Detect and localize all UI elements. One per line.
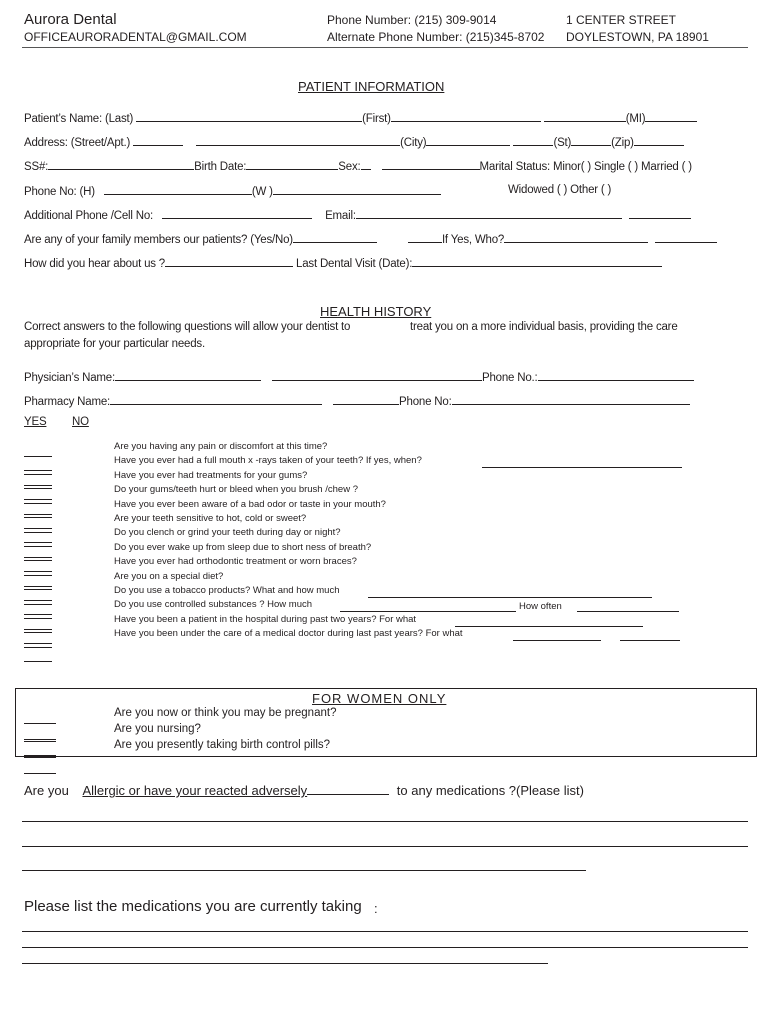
widowed-other-options[interactable]: Widowed ( ) Other ( ): [508, 184, 612, 196]
allergy-suffix: to any medications ?(Please list): [396, 783, 584, 798]
physician-field-2[interactable]: [272, 370, 482, 381]
state-label: (St): [553, 137, 572, 149]
practice-email: OFFICEAURORADENTAL@GMAIL.COM: [24, 30, 247, 44]
sex-field-2[interactable]: [382, 159, 480, 170]
yes-blank[interactable]: [24, 747, 56, 756]
marital-label[interactable]: Marital Status: Minor( ) Single ( ) Married ( ): [479, 161, 692, 173]
medications-line-1[interactable]: [22, 930, 748, 932]
pharmacy-phone-label: Phone No:: [399, 396, 452, 408]
health-question: Are your teeth sensitive to hot, cold or sweet?: [114, 513, 307, 524]
pharmacy-phone-field[interactable]: [452, 394, 690, 405]
phone-w-label: (W ): [251, 186, 273, 198]
street-field[interactable]: [133, 135, 183, 146]
birthdate-label: Birth Date:: [194, 161, 247, 173]
address-row: [24, 135, 684, 149]
if-yes-field[interactable]: [504, 232, 648, 243]
medications-colon: :: [374, 901, 378, 916]
additional-phone-row: [24, 208, 691, 222]
health-intro-2: appropriate for your particular needs.: [24, 338, 205, 350]
health-question: Are you on a special diet?: [114, 570, 224, 582]
physician-phone-label: Phone No.:: [481, 372, 538, 384]
yes-blank[interactable]: [24, 491, 52, 500]
xray-when-field[interactable]: [482, 466, 682, 468]
hear-field[interactable]: [165, 256, 293, 267]
yes-blank[interactable]: [24, 563, 52, 572]
allergy-gap-line: [307, 783, 389, 795]
health-question: Are you having any pain or discomfort at this time?: [114, 441, 328, 452]
if-yes-label: If Yes, Who?: [441, 234, 505, 246]
physician-row: [24, 370, 694, 384]
patient-info-title: PATIENT INFORMATION: [298, 79, 445, 94]
hear-row: [24, 256, 662, 270]
yes-blank[interactable]: [24, 462, 52, 471]
health-question: Have you been a patient in the hospital during past two years? For what: [114, 613, 417, 625]
no-blank[interactable]: [24, 765, 56, 774]
health-intro-1b: treat you on a more individual basis, providing the care: [410, 321, 678, 333]
health-question: Have you ever had a full mouth x -rays taken of your teeth? If yes, when?: [114, 455, 422, 467]
doctor-care-field[interactable]: [513, 639, 601, 641]
practice-address-line1: 1 CENTER STREET: [566, 13, 677, 27]
mi-field[interactable]: [645, 111, 697, 122]
yes-header: YES: [24, 416, 47, 428]
women-question: Are you nursing?: [114, 723, 201, 735]
phone-row: [24, 184, 441, 198]
yes-blank[interactable]: [24, 606, 52, 615]
no-header: NO: [72, 416, 89, 428]
health-question: Do you use controlled substances ? How much: [114, 599, 313, 611]
ss-row: [24, 159, 692, 173]
zip-label: (Zip): [611, 137, 634, 149]
zip-field[interactable]: [634, 135, 684, 146]
health-question: Do you ever wake up from sleep due to short ness of breath?: [114, 541, 372, 553]
medications-line-3[interactable]: [22, 962, 548, 964]
last-name-field[interactable]: [136, 111, 362, 122]
first-name-field-2[interactable]: [544, 111, 626, 122]
health-question: Have you ever had treatments for your gums?: [114, 469, 308, 481]
medications-line-2[interactable]: [22, 946, 748, 948]
physician-label: Physician’s Name:: [24, 372, 115, 384]
hear-label: How did you hear about us ?: [24, 258, 166, 270]
allergy-line-2[interactable]: [22, 845, 748, 847]
allergy-prefix: Are you: [24, 783, 69, 798]
health-question: Have you been under the care of a medical doctor during last past years? For what: [114, 628, 463, 640]
family-field[interactable]: [293, 232, 377, 243]
physician-field[interactable]: [115, 370, 261, 381]
yes-blank[interactable]: [24, 715, 56, 724]
pharmacy-field-2[interactable]: [333, 394, 399, 405]
yes-blank[interactable]: [24, 520, 52, 529]
name-label: Patient’s Name: (Last): [24, 113, 134, 125]
allergy-line-1[interactable]: [22, 820, 748, 822]
women-question: Are you presently taking birth control pills?: [114, 739, 331, 751]
no-blank[interactable]: [24, 653, 52, 662]
health-question: Do your gums/teeth hurt or bleed when you brush /chew ?: [114, 484, 358, 496]
allergy-line-3[interactable]: [22, 869, 586, 871]
how-often-label: How often: [519, 601, 562, 612]
health-question: Do you use a tobacco products? What and how much: [114, 585, 340, 596]
yes-blank[interactable]: [24, 578, 52, 587]
health-question: Have you ever been aware of a bad odor or taste in your mouth?: [114, 498, 386, 510]
yes-blank[interactable]: [24, 506, 52, 515]
family-field-2[interactable]: [408, 232, 442, 243]
if-yes-field-2[interactable]: [655, 232, 717, 243]
practice-address-line2: DOYLESTOWN, PA 18901: [566, 30, 709, 44]
family-label: Are any of your family members our patients? (Yes/No): [24, 234, 293, 246]
yes-blank[interactable]: [24, 592, 52, 601]
yes-no-blanks: [24, 743, 94, 779]
women-question: Are you now or think you may be pregnant?: [114, 707, 337, 719]
additional-phone-field[interactable]: [162, 208, 312, 219]
health-question: Do you clench or grind your teeth during day or night?: [114, 527, 341, 539]
last-visit-label: Last Dental Visit (Date):: [296, 258, 413, 270]
phone-work-field[interactable]: [273, 184, 441, 195]
birthdate-field[interactable]: [246, 159, 338, 170]
yes-blank[interactable]: [24, 534, 52, 543]
physician-phone-field[interactable]: [538, 370, 694, 381]
phone-h-label: Phone No: (H): [24, 186, 95, 198]
how-often-field[interactable]: [577, 610, 679, 612]
patient-name-row: [24, 111, 697, 125]
additional-phone-label: Additional Phone /Cell No:: [24, 210, 154, 222]
yes-blank[interactable]: [24, 621, 52, 630]
pharmacy-field[interactable]: [110, 394, 322, 405]
last-visit-field[interactable]: [412, 256, 662, 267]
yes-blank[interactable]: [24, 448, 52, 457]
doctor-care-field-2[interactable]: [620, 639, 680, 641]
practice-phone: Phone Number: (215) 309-9014: [327, 13, 497, 27]
tobacco-field[interactable]: [368, 596, 652, 598]
ss-label: SS#:: [24, 161, 49, 173]
mi-label: (MI): [625, 113, 646, 125]
email-field[interactable]: [356, 208, 622, 219]
health-intro-1: Correct answers to the following questions will allow your dentist to: [24, 321, 351, 333]
family-row: [24, 232, 717, 246]
city-label: (City): [400, 137, 427, 149]
yes-blank[interactable]: [24, 477, 52, 486]
address-label: Address: (Street/Apt.): [24, 137, 131, 149]
yes-no-blanks: [24, 631, 94, 667]
yes-blank[interactable]: [24, 635, 52, 644]
first-label: (First): [362, 113, 391, 125]
medications-label: Please list the medications you are currently taking: [24, 898, 362, 915]
pharmacy-label: Pharmacy Name:: [24, 396, 111, 408]
women-only-title: FOR WOMEN ONLY: [312, 691, 447, 706]
street-field-2[interactable]: [196, 135, 400, 146]
email-field-2[interactable]: [629, 208, 691, 219]
sex-field[interactable]: [361, 159, 371, 170]
yes-blank[interactable]: [24, 549, 52, 558]
first-name-field[interactable]: [391, 111, 541, 122]
controlled-how-much-field[interactable]: [340, 610, 516, 612]
sex-label: Sex:: [338, 161, 361, 173]
health-history-title: HEALTH HISTORY: [320, 304, 432, 319]
state-field[interactable]: [571, 135, 611, 146]
city-field[interactable]: [426, 135, 510, 146]
practice-name: Aurora Dental: [24, 11, 117, 28]
practice-alt-phone: Alternate Phone Number: (215)345-8702: [327, 30, 545, 44]
allergy-row: [24, 783, 584, 798]
allergy-underlined: Allergic or have your reacted adversely: [82, 783, 308, 798]
hospital-field[interactable]: [455, 625, 643, 627]
health-question: Have you ever had orthodontic treatment or worn braces?: [114, 556, 357, 568]
pharmacy-row: [24, 394, 690, 408]
yes-blank[interactable]: [24, 731, 56, 740]
city-field-2[interactable]: [513, 135, 553, 146]
header-divider: [22, 47, 748, 48]
phone-home-field[interactable]: [104, 184, 252, 195]
email-label: Email:: [325, 210, 356, 222]
ss-field[interactable]: [48, 159, 194, 170]
